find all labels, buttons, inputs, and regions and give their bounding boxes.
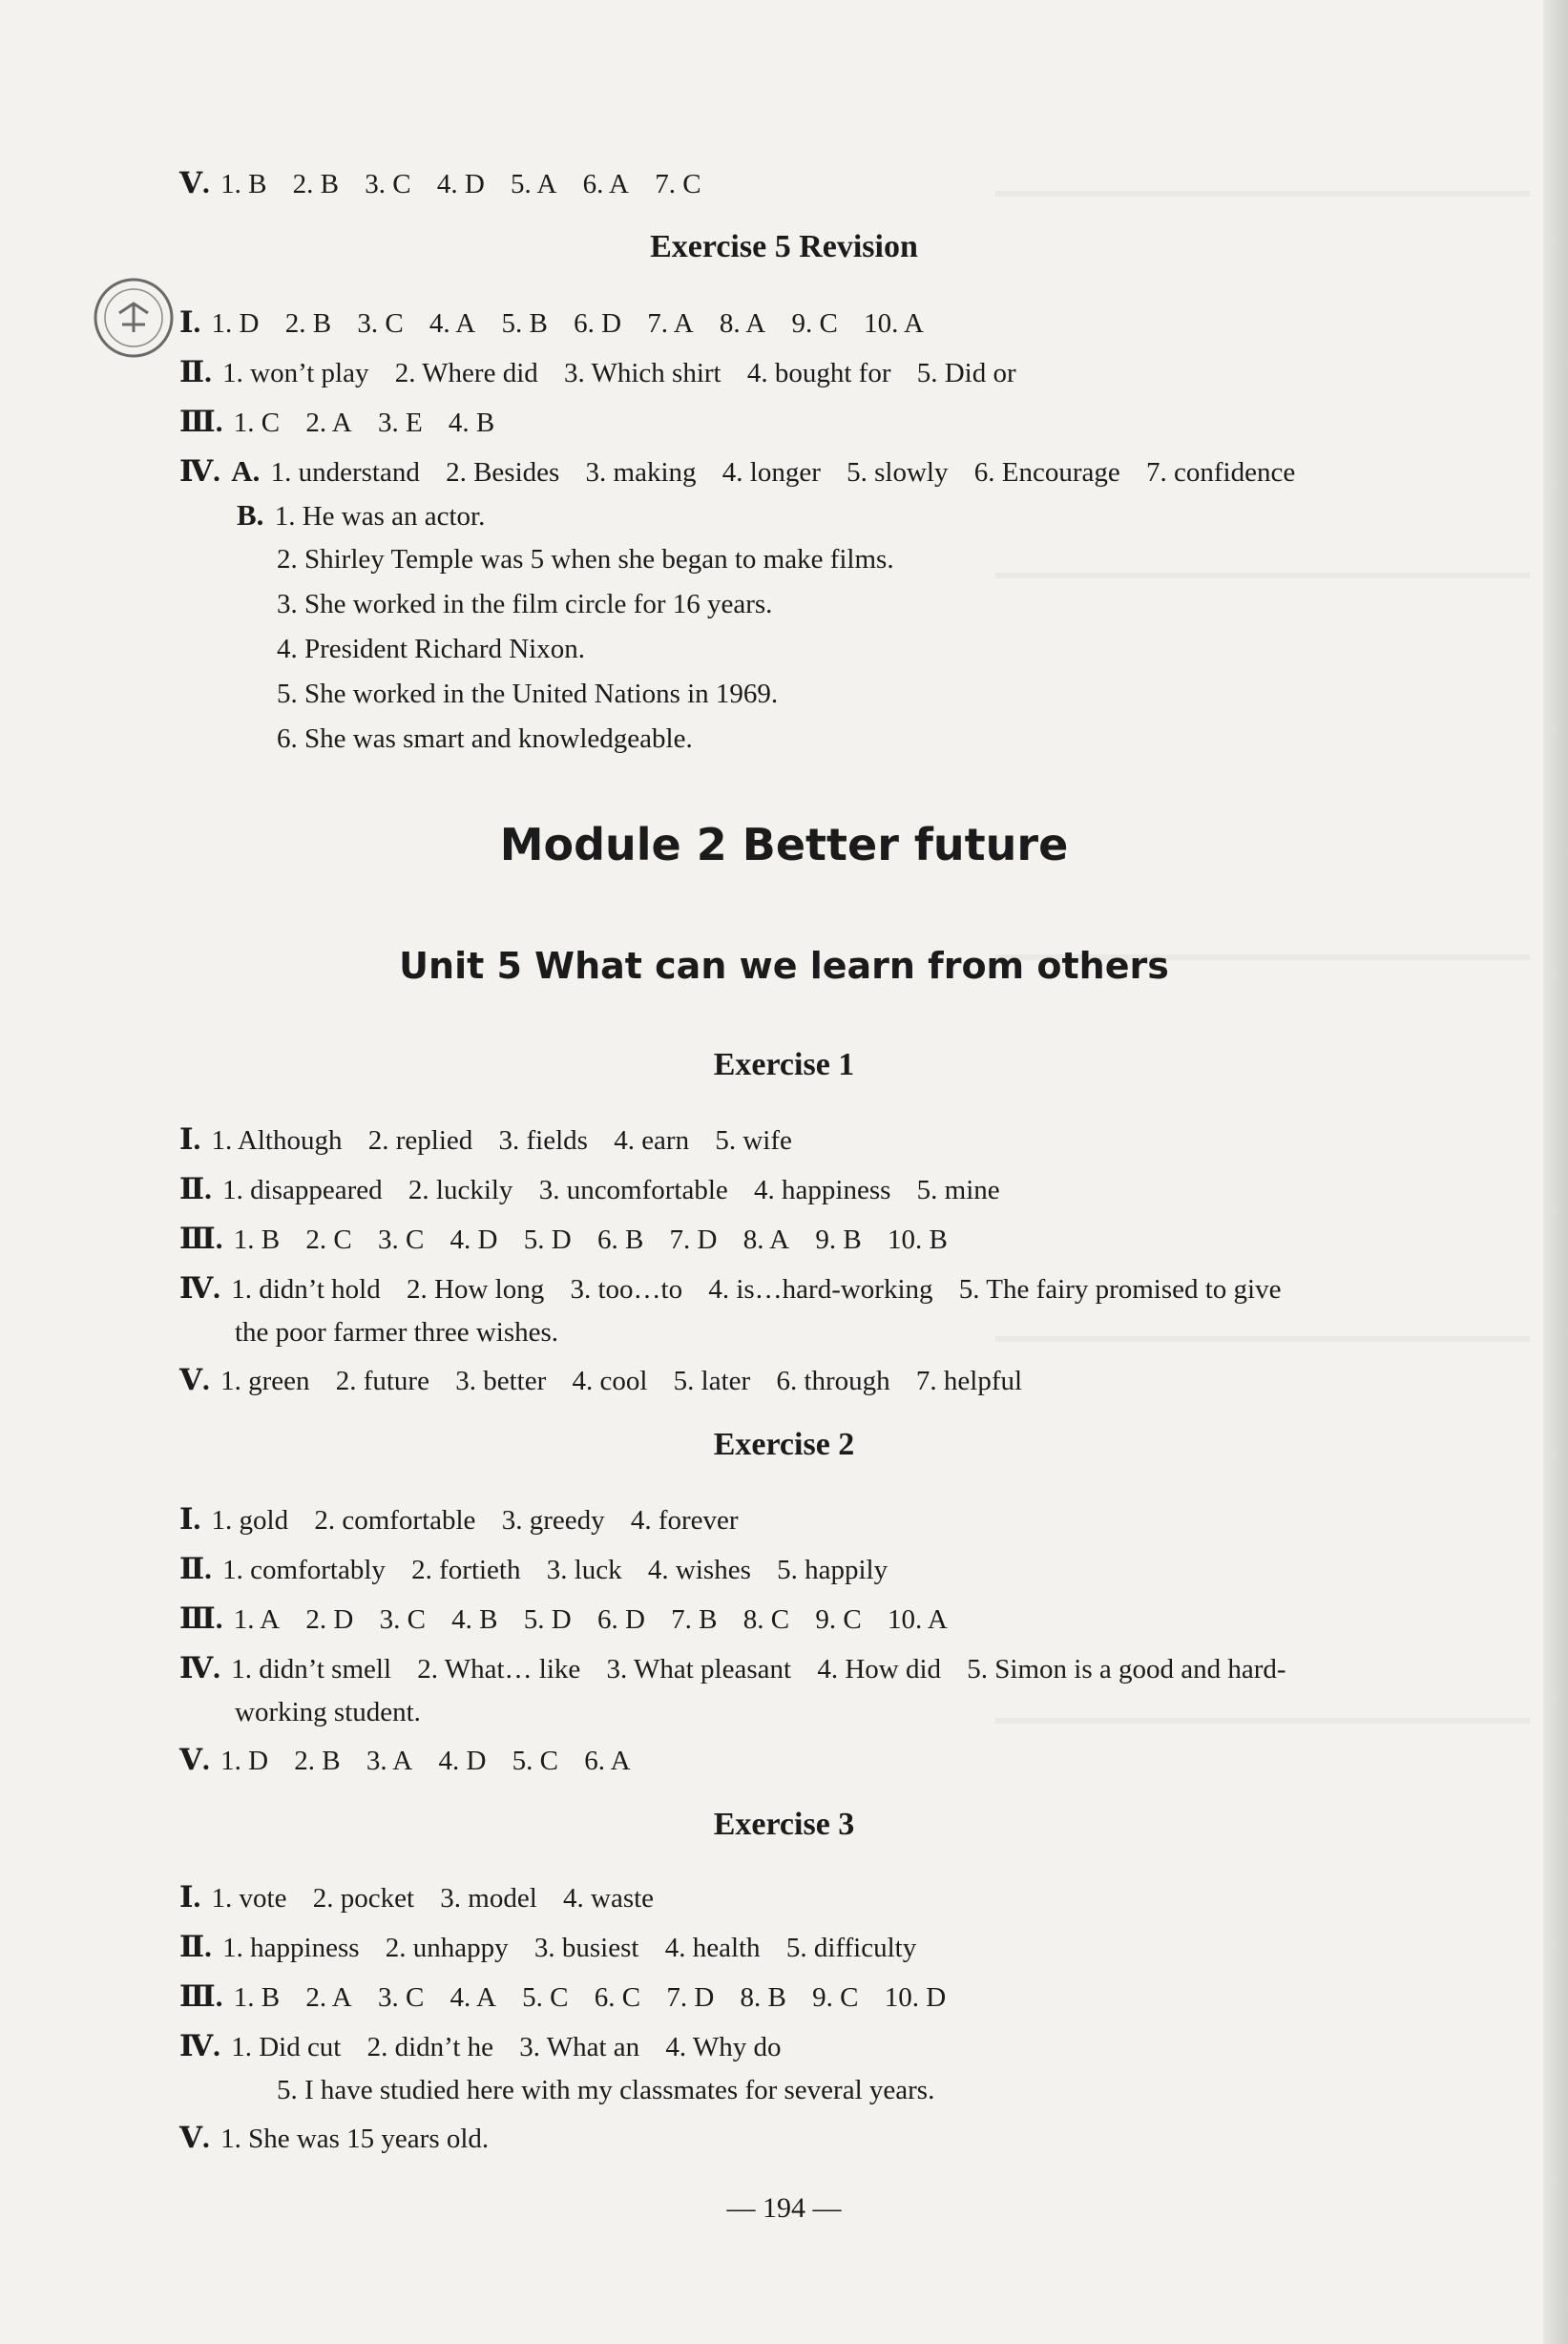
page-edge-shadow (1543, 0, 1568, 2344)
answer-row-iv (179, 2029, 801, 2064)
answer-item: 4. B (451, 1604, 498, 1635)
answer-item: 3. fields (498, 1125, 588, 1156)
section-numeral: Ⅳ. (179, 2029, 220, 2062)
answer-item: 4. longer (721, 457, 821, 488)
answer-row-iv-b (237, 498, 485, 534)
answer-item: 5. wife (715, 1125, 792, 1156)
answer-item: 6. B (596, 1224, 644, 1255)
answer-item: 2. A (305, 1982, 352, 2013)
answer-item: 5. The fairy promised to give (958, 1274, 1282, 1305)
answer-item: 2. future (335, 1366, 429, 1396)
answer-item: 3. luck (546, 1555, 622, 1585)
answer-item: 3. greedy (501, 1505, 605, 1536)
answer-row-ii (179, 1172, 1019, 1207)
answer-item: 4. D (449, 1224, 498, 1255)
answer-item: 1. D (220, 1746, 269, 1776)
answer-item: 2. What… like (417, 1654, 581, 1685)
answer-row-i (179, 1502, 758, 1538)
answer-item: 9. C (791, 308, 838, 339)
part-label: A. (231, 454, 261, 488)
answer-item: 5. C (522, 1982, 569, 2013)
section-numeral: Ⅱ. (179, 1172, 212, 1205)
answer-item: 1. C (233, 408, 281, 438)
answer-item: 5. difficulty (785, 1933, 917, 1963)
section-numeral: Ⅱ. (179, 355, 212, 388)
answer-item: 3. making (585, 457, 697, 488)
answer-item: 2. C (305, 1224, 352, 1255)
answer-row-i (179, 1880, 673, 1915)
part-label: B. (237, 498, 264, 532)
answer-item: 7. D (669, 1224, 718, 1255)
answer-item: 10. B (887, 1224, 948, 1255)
answer-item: 2. pocket (312, 1883, 415, 1914)
answer-row-iii (179, 1222, 967, 1257)
answer-item: 5. mine (916, 1175, 1000, 1205)
answer-row-iv (179, 1651, 1286, 1686)
section-numeral: Ⅱ. (179, 1552, 212, 1585)
answer-item: 2. B (292, 169, 339, 199)
answer-item: 1. She was 15 years old. (220, 2124, 490, 2154)
exercise-5-title: Exercise 5 Revision (650, 229, 918, 264)
answer-item: 10. D (884, 1982, 947, 2013)
answer-item: 3. C (365, 169, 411, 199)
answer-item: 4. waste (563, 1883, 655, 1914)
answer-item: 2. B (294, 1746, 341, 1776)
answer-item: 3. E (377, 408, 423, 438)
answer-item: 2. Shirley Temple was 5 when she began to make films. (277, 544, 894, 575)
answer-item: 1. happiness (222, 1933, 360, 1963)
answer-item: 3. uncomfortable (538, 1175, 728, 1205)
answer-item: 6. A (584, 1746, 631, 1776)
answer-item: 5. B (501, 308, 548, 339)
answer-item: 1. B (220, 169, 267, 199)
answer-item: 7. B (671, 1604, 718, 1635)
section-numeral: Ⅳ. (179, 1651, 220, 1685)
answer-item: 1. B (233, 1982, 281, 2013)
module-title: Module 2 Better future (499, 819, 1069, 870)
answer-item: 1. gold (211, 1505, 289, 1536)
section-numeral: Ⅳ. (179, 454, 220, 488)
exercise-2-title: Exercise 2 (713, 1427, 855, 1462)
answer-item: 5. She worked in the United Nations in 1969. (277, 679, 779, 709)
answer-item: 1. disappeared (222, 1175, 383, 1205)
section-numeral: Ⅰ. (179, 305, 201, 339)
bleed-through (995, 191, 1530, 197)
answer-item: 4. President Richard Nixon. (277, 634, 585, 664)
answer-item: 8. C (742, 1604, 790, 1635)
answer-item: 2. B (284, 308, 332, 339)
answer-item: 3. better (455, 1366, 547, 1396)
answer-item: 5. D (523, 1604, 572, 1635)
answer-item: 4. D (438, 1746, 487, 1776)
section-numeral: Ⅲ. (179, 1979, 223, 2013)
answer-item: 2. D (305, 1604, 354, 1635)
answer-row-v (179, 1743, 650, 1778)
answer-item: 5. Did or (916, 358, 1016, 388)
answer-item: 5. Simon is a good and hard- (967, 1654, 1286, 1685)
answer-item: 1. didn’t smell (231, 1654, 392, 1685)
answer-item: 7. A (647, 308, 694, 339)
answer-item: 9. B (815, 1224, 862, 1255)
section-numeral: Ⅰ. (179, 1502, 201, 1536)
answer-item: 5. C (512, 1746, 558, 1776)
section-numeral: Ⅳ. (179, 1271, 220, 1305)
section-numeral: Ⅴ. (179, 1363, 210, 1396)
answer-item: 3. model (440, 1883, 537, 1914)
answer-item: 2. Besides (446, 457, 560, 488)
answer-item: 3. C (377, 1224, 425, 1255)
answer-row-iv (179, 1271, 1282, 1307)
answer-item: 2. replied (367, 1125, 473, 1156)
answer-item: 3. Which shirt (564, 358, 721, 388)
answer-item: 1. won’t play (222, 358, 369, 388)
answer-row-i (179, 1122, 811, 1158)
answer-item: 2. How long (407, 1274, 545, 1305)
answer-item: 2. luckily (408, 1175, 513, 1205)
answer-item: 9. C (812, 1982, 859, 2013)
answer-item: 3. She worked in the film circle for 16 years. (277, 589, 773, 619)
answer-item: 1. green (220, 1366, 310, 1396)
answer-item: 1. didn’t hold (231, 1274, 381, 1305)
answer-item: 4. earn (614, 1125, 690, 1156)
answer-item: 3. busiest (533, 1933, 639, 1963)
answer-row-ii (179, 1552, 907, 1587)
section-numeral: Ⅰ. (179, 1880, 201, 1914)
stamp-logo-icon (91, 275, 177, 361)
answer-row-ii (179, 355, 1035, 390)
section-numeral: Ⅲ. (179, 405, 223, 438)
answer-item: 5. D (523, 1224, 572, 1255)
answer-item: 10. A (864, 308, 924, 339)
answer-item: 6. through (776, 1366, 890, 1396)
answer-item: 4. D (436, 169, 485, 199)
answer-item: 7. D (666, 1982, 715, 2013)
answer-item: 4. bought for (746, 358, 891, 388)
answer-row-iii (179, 1979, 965, 2015)
answer-row-v (179, 1363, 1041, 1398)
answer-item: 3. A (366, 1746, 413, 1776)
section-numeral: Ⅴ. (179, 166, 210, 199)
answer-continuation: the poor farmer three wishes. (235, 1317, 559, 1348)
answer-item: 2. comfortable (314, 1505, 476, 1536)
answer-row-iii (179, 405, 513, 440)
answer-item: 5. later (673, 1366, 751, 1396)
answer-item: 4. forever (630, 1505, 739, 1536)
answer-item: 4. How did (817, 1654, 942, 1685)
answer-item: 1. A (233, 1604, 281, 1635)
section-numeral: Ⅱ. (179, 1930, 212, 1963)
answer-item: 7. confidence (1145, 457, 1296, 488)
answer-item: 8. A (742, 1224, 790, 1255)
answer-item: 3. C (377, 1982, 425, 2013)
answer-row-iii (179, 1601, 967, 1637)
answer-item: 1. B (233, 1224, 281, 1255)
answer-item: 6. D (596, 1604, 645, 1635)
answer-item: 3. too…to (570, 1274, 683, 1305)
answer-item: 3. C (379, 1604, 426, 1635)
bleed-through (995, 1336, 1530, 1342)
answer-continuation: 5. I have studied here with my classmates for several years. (277, 2075, 935, 2105)
answer-item: 7. helpful (915, 1366, 1023, 1396)
exercise-1-title: Exercise 1 (713, 1047, 855, 1082)
answer-item: 8. A (719, 308, 766, 339)
answer-item: 4. A (449, 1982, 496, 2013)
answer-item: 4. Why do (665, 2032, 782, 2062)
answer-item: 1. comfortably (222, 1555, 386, 1585)
answer-item: 1. He was an actor. (274, 501, 486, 532)
bleed-through (995, 1718, 1530, 1724)
answer-item: 10. A (887, 1604, 948, 1635)
answer-row-v (179, 166, 721, 201)
answer-item: 4. cool (572, 1366, 648, 1396)
answer-item: 2. A (305, 408, 352, 438)
answer-item: 5. A (511, 169, 557, 199)
answer-item: 1. Although (211, 1125, 343, 1156)
section-numeral: Ⅴ. (179, 1743, 210, 1776)
answer-item: 1. Did cut (231, 2032, 342, 2062)
answer-item: 9. C (815, 1604, 862, 1635)
section-numeral: Ⅲ. (179, 1222, 223, 1255)
answer-item: 6. A (582, 169, 629, 199)
answer-item: 3. What pleasant (606, 1654, 792, 1685)
answer-item: 2. fortieth (411, 1555, 521, 1585)
answer-item: 4. happiness (754, 1175, 891, 1205)
answer-item: 2. didn’t he (366, 2032, 493, 2062)
answer-item: 6. Encourage (973, 457, 1120, 488)
answer-item: 1. understand (270, 457, 420, 488)
answer-row-iv-a (179, 454, 1314, 490)
unit-title: Unit 5 What can we learn from others (399, 945, 1169, 987)
answer-item: 4. health (664, 1933, 761, 1963)
answer-item: 3. C (357, 308, 404, 339)
answer-item: 8. B (740, 1982, 786, 2013)
answer-item: 4. A (429, 308, 476, 339)
page-number: — 194 — (726, 2192, 842, 2224)
answer-row-i (179, 305, 943, 341)
answer-item: 5. happily (777, 1555, 889, 1585)
answer-item: 6. She was smart and knowledgeable. (277, 723, 693, 754)
answer-item: 4. B (448, 408, 495, 438)
answer-item: 1. D (211, 308, 260, 339)
answer-item: 7. C (655, 169, 701, 199)
answer-item: 3. What an (519, 2032, 640, 2062)
section-numeral: Ⅲ. (179, 1601, 223, 1635)
answer-item: 6. C (594, 1982, 641, 2013)
answer-row-v (179, 2121, 489, 2156)
answer-item: 1. vote (211, 1883, 287, 1914)
answer-item: 4. wishes (647, 1555, 751, 1585)
section-numeral: Ⅰ. (179, 1122, 201, 1156)
section-numeral: Ⅴ. (179, 2121, 210, 2154)
answer-continuation: working student. (235, 1697, 421, 1727)
answer-item: 2. Where did (394, 358, 538, 388)
answer-item: 2. unhappy (385, 1933, 509, 1963)
exercise-3-title: Exercise 3 (713, 1807, 855, 1842)
answer-item: 4. is…hard-working (708, 1274, 933, 1305)
bleed-through (995, 573, 1530, 578)
answer-row-ii (179, 1930, 935, 1965)
answer-item: 6. D (574, 308, 622, 339)
answer-item: 5. slowly (847, 457, 949, 488)
